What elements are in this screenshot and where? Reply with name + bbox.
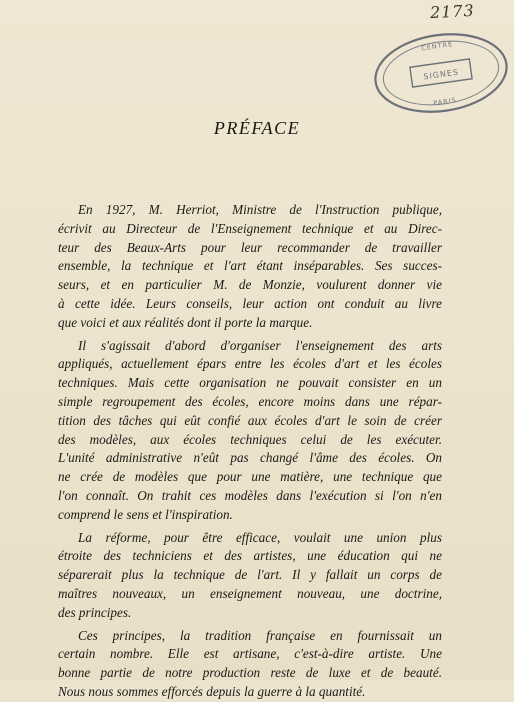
text-line: En 1927, M. Herriot, Ministre de l'Instruction publique, [78,202,442,217]
text-line: teur des Beaux-Arts pour leur recommander de travailler [58,239,442,255]
text-line: écrivit au Directeur de l'Enseignement technique et au Direc- [58,220,442,236]
paragraph [58,529,442,623]
text-line: Il s'agissait d'abord d'organiser l'enseignement des arts [78,337,442,353]
text-line: maîtres nouveaux, un enseignement nouveau, une doctrine, [58,585,442,601]
page-title: PRÉFACE [213,118,301,138]
text-line: que voici et aux réalités dont il porte la marque. [58,314,313,330]
text-line: seurs, et en particulier M. de Monzie, voulurent donner vie [58,277,442,293]
text-line: des principes. [58,604,132,620]
text-line: Nous nous sommes efforcés depuis la guerre à la quantité. [58,683,366,699]
text-line: l'on connaît. On trahit ces modèles dans l'exécution si l'on n'en [58,487,442,503]
paragraph [58,337,442,525]
text-line: étroite des techniciens et des artistes, une éducation qui ne [58,548,442,564]
paragraph [58,627,442,702]
svg-text:SIGNES: SIGNES [422,67,460,82]
text-line: tition des tâches qui eût confié aux écoles d'art le soin de créer [58,412,442,428]
handwritten-page-number: 2173 [429,0,476,23]
svg-text:PARIS: PARIS [432,96,458,108]
text-line: L'unité administrative n'eût pas changé l'âme des écoles. On [58,450,442,466]
text-line: séparerait plus la technique de l'art. Il y fallait un corps de [58,567,442,583]
text-line: simple regroupement des écoles, encore moins dans une répar- [58,393,442,409]
text-line: ensemble, la technique et l'art étant inséparables. Ses succes- [58,258,442,274]
svg-text:CENTRE: CENTRE [420,40,454,53]
text-line: ne crée de modèles que pour une matière, une technique que [58,469,442,485]
preface-body [58,201,442,702]
text-line: comprend le sens et l'inspiration. [58,506,233,522]
text-line: appliqués, actuellement épars entre les écoles d'art et les écoles [58,356,442,372]
text-line: certain nombre. Elle est artisane, c'est-à-dire artiste. Une [58,646,442,662]
paragraph [58,201,442,333]
text-line: à cette idée. Leurs conseils, leur action ont conduit au livre [58,295,442,311]
text-line: techniques. Mais cette organisation ne pouvait consister en un [58,375,442,391]
text-line: Ces principes, la tradition française en fournissait un [78,627,442,643]
text-line: La réforme, pour être efficace, voulait une union plus [78,529,442,545]
text-line: bonne partie de notre production reste de luxe et de beauté. [58,665,442,681]
text-line: des modèles, aux écoles techniques celui de les exécuter. [58,431,442,447]
library-stamp [366,21,514,126]
